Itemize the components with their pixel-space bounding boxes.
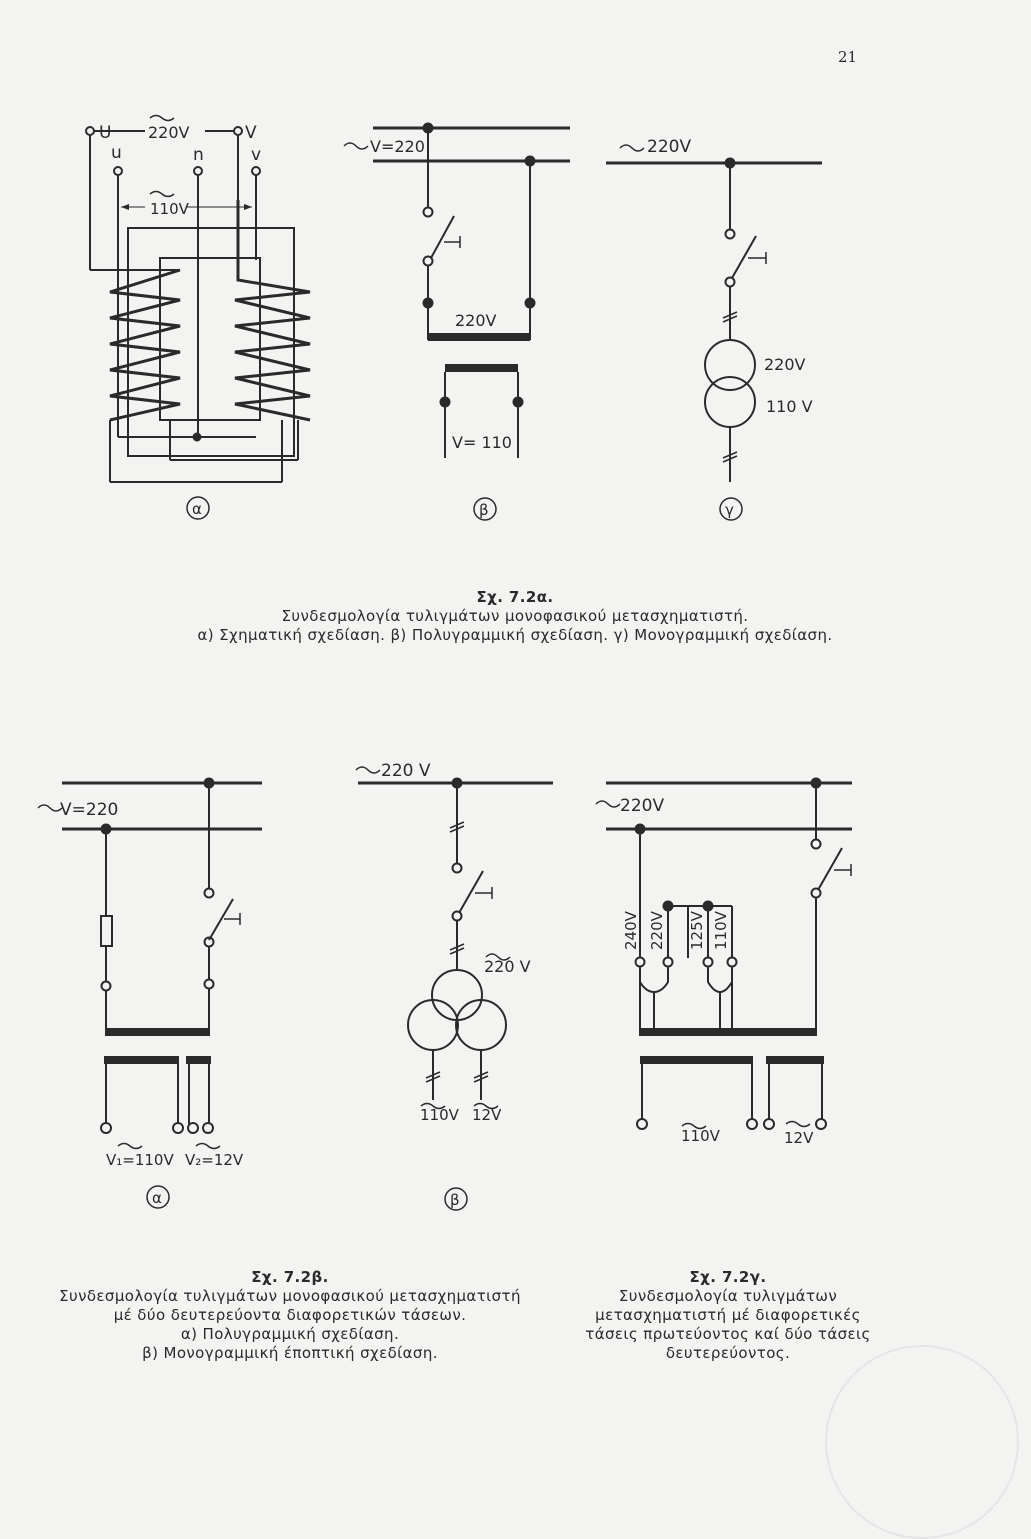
fig-7-2a-multiline [344,124,570,521]
switch-blade [431,216,454,258]
label-U: U [99,123,112,143]
caption-title: Σχ. 7.2β. [251,1268,329,1286]
tap-240: 240V [622,911,640,950]
secondary2-coil-circle [456,1000,506,1050]
label-V: V [245,123,257,143]
tap-220: 220V [648,911,666,950]
v2-label: V₂=12V [185,1151,244,1169]
secondary1-coil-circle [408,1000,458,1050]
tap-110: 110V [712,911,730,950]
secondary-voltage-label: 110V [150,200,189,218]
fig-7-2c-diagram [596,779,852,1148]
caption-line: μέ δύο δευτερεύοντα διαφορετικών τάσεων. [113,1306,467,1324]
out1-label: 110V [681,1127,720,1145]
primary-winding-bar [428,333,530,341]
terminal-V [234,127,242,135]
caption-line: α) Πολυγραμμική σχεδίαση. [180,1325,400,1343]
out2-label: 12V [472,1106,502,1124]
supply-label: 220V [647,137,692,157]
secondary-label: V= 110 [452,433,512,452]
caption-title: Σχ. 7.2α. [476,588,554,606]
fig-7-2a-schematic [86,116,310,520]
fig-7-2b-singleline [356,761,553,1210]
terminal-U [86,127,94,135]
caption-line: δευτερεύοντος. [665,1344,791,1362]
caption-line: β) Μονογραμμική έποπτική σχεδίαση. [142,1344,438,1362]
secondary2-bar [766,1056,824,1064]
supply-label: V=220 [60,800,119,820]
primary-coil-circle [705,340,755,390]
caption-7-2b [20,1268,560,1363]
caption-line: Συνδεσμολογία τυλιγμάτων μονοφασικού μετασχηματιστή. [281,607,749,625]
primary-winding-bar [640,1028,817,1036]
primary-label: 220V [764,355,806,374]
secondary1-bar [104,1056,179,1064]
caption-title: Σχ. 7.2γ. [689,1268,767,1286]
caption-line: μετασχηματιστή μέ διαφορετικές [595,1306,861,1324]
secondary-label: 110 V [766,397,813,416]
out2-label: 12V [784,1129,814,1147]
out1-label: 110V [420,1106,459,1124]
primary-label: 220V [455,311,497,330]
page-number: 21 [838,48,858,66]
fig-7-2b-multiline [38,779,262,1209]
transformer-core [128,228,294,456]
supply-label: 220 V [381,761,431,781]
letter-beta: β [479,501,489,519]
label-n: n [193,145,204,165]
caption-line: τάσεις πρωτεύοντος καί δύο τάσεις [585,1325,871,1343]
letter-gamma: γ [725,501,734,519]
label-u: u [111,143,122,163]
caption-7-2c [578,1268,878,1363]
tap-labels [622,910,730,950]
primary-winding-right [235,200,310,420]
secondary-winding-bar [445,364,518,372]
fig-7-2a-singleline [606,137,822,520]
fuse [101,916,112,946]
tap-125: 125V [688,911,706,950]
letter-alpha: α [192,500,202,518]
supply-label: V=220 [370,137,425,156]
letter-beta: β [450,1191,460,1209]
v1-label: V₁=110V [106,1151,174,1169]
label-v: v [251,145,262,165]
primary-label: 220 V [484,957,531,976]
primary-winding-left [110,270,180,420]
primary-voltage-label: 220V [148,123,190,142]
caption-line: Συνδεσμολογία τυλιγμάτων μονοφασικού μετασχηματιστή [59,1287,521,1305]
supply-label: 220V [620,796,665,816]
caption-line: α) Σχηματική σχεδίαση. β) Πολυγραμμική σχεδίαση. γ) Μονογραμμική σχεδίαση. [197,626,833,644]
letter-alpha: α [152,1189,162,1207]
caption-line: Συνδεσμολογία τυλιγμάτων [618,1287,838,1305]
secondary-coil-circle [705,377,755,427]
secondary2-bar [186,1056,211,1064]
library-stamp [825,1345,1019,1539]
secondary1-bar [640,1056,753,1064]
caption-7-2a [150,588,880,645]
primary-coil-circle [432,970,482,1020]
